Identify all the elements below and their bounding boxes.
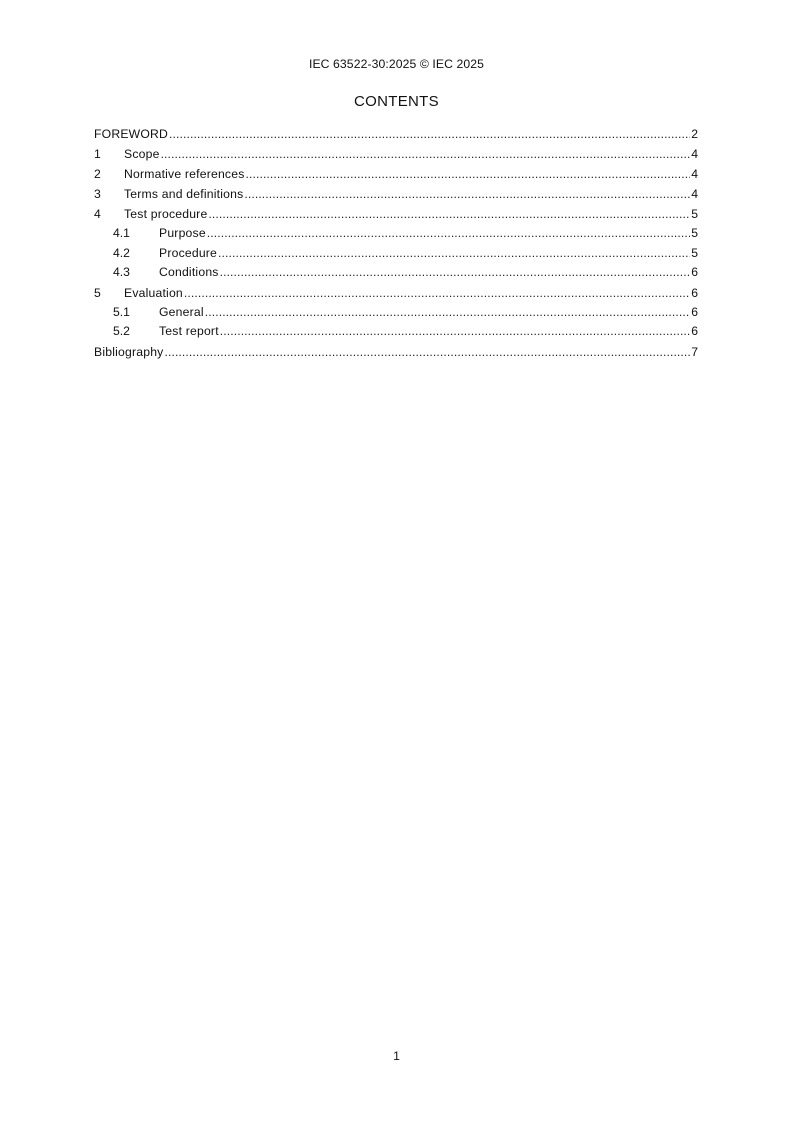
toc-entry-label: Bibliography (94, 344, 164, 359)
dot-leader (205, 303, 690, 323)
toc-entry-label: Purpose (159, 226, 206, 240)
toc-entry-evaluation[interactable] (94, 283, 698, 303)
dot-leader (218, 244, 690, 264)
page-number: 1 (393, 1049, 400, 1063)
contents-title: CONTENTS (354, 93, 439, 110)
toc-entry-label: General (159, 304, 204, 319)
toc-entry-label: Evaluation (124, 285, 183, 300)
toc-entry-number: 5 (94, 285, 101, 300)
toc-entry-normative-references[interactable] (94, 164, 698, 184)
toc-entry-purpose[interactable] (94, 224, 698, 244)
toc-entry-general[interactable] (94, 303, 698, 323)
toc-entry-label: Test procedure (124, 207, 208, 221)
toc-entry-page: 6 (691, 304, 698, 319)
toc-entry-page: 5 (691, 245, 698, 260)
dot-leader (244, 184, 690, 204)
dot-leader (184, 283, 690, 303)
toc-entry-number: 4 (94, 207, 101, 221)
toc-entry-page: 7 (691, 344, 698, 359)
toc-entry-number: 3 (94, 187, 101, 201)
toc-entry-number: 5.2 (113, 324, 130, 338)
dot-leader (220, 322, 690, 342)
toc-entry-test-procedure[interactable] (94, 204, 698, 224)
toc-entry-test-report[interactable] (94, 322, 698, 342)
dot-leader (169, 124, 690, 144)
toc-entry-page: 6 (691, 285, 698, 300)
toc-entry-scope[interactable] (94, 144, 698, 164)
toc-entry-terms-and-definitions[interactable] (94, 184, 698, 204)
toc-entry-label: Procedure (159, 245, 218, 260)
toc-entry-conditions[interactable] (94, 263, 698, 283)
toc-entry-foreword[interactable] (94, 124, 698, 144)
toc-entry-number: 5.1 (113, 304, 130, 319)
toc-entry-page: 4 (691, 187, 698, 201)
toc-entry-number: 4.3 (113, 265, 130, 279)
toc-entry-page: 6 (691, 324, 698, 338)
toc-entry-page: 4 (691, 167, 698, 181)
toc-entry-label: Test report (159, 324, 219, 338)
toc-entry-page: 4 (691, 147, 698, 161)
dot-leader (207, 224, 690, 244)
toc-entry-label: Normative references (124, 167, 245, 181)
toc-entry-number: 1 (94, 147, 101, 161)
dot-leader (246, 164, 691, 184)
table-of-contents (94, 124, 698, 362)
dot-leader (164, 342, 690, 362)
toc-entry-label: Conditions (159, 265, 219, 279)
toc-entry-bibliography[interactable] (94, 342, 698, 362)
toc-entry-label: Terms and definitions (124, 187, 244, 201)
toc-entry-procedure[interactable] (94, 244, 698, 264)
dot-leader (161, 144, 691, 164)
toc-entry-number: 4.2 (113, 245, 130, 260)
toc-entry-page: 5 (691, 226, 698, 240)
toc-entry-label: FOREWORD (94, 127, 169, 141)
toc-entry-page: 5 (691, 207, 698, 221)
toc-entry-page: 2 (691, 127, 698, 141)
document-header: IEC 63522-30:2025 © IEC 2025 (308, 57, 485, 71)
toc-entry-page: 6 (691, 265, 698, 279)
toc-entry-label: Scope (124, 147, 160, 161)
dot-leader (220, 263, 691, 283)
toc-entry-number: 4.1 (113, 226, 130, 240)
dot-leader (208, 204, 690, 224)
toc-entry-number: 2 (94, 167, 101, 181)
